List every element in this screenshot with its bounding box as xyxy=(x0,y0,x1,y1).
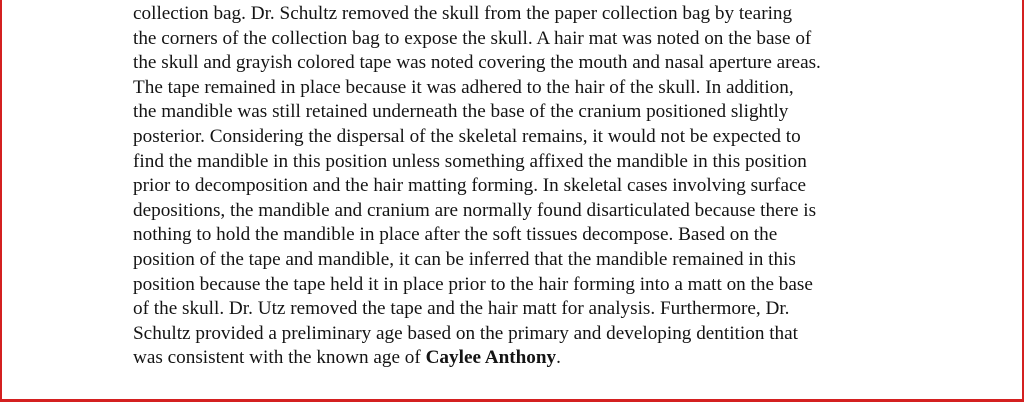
text-line-last xyxy=(133,346,821,371)
text-line: Schultz provided a preliminary age based on the primary and developing dentition that xyxy=(133,322,798,344)
bold-name: Caylee Anthony xyxy=(425,347,557,369)
text-line: of the skull. Dr. Utz removed the tape and the hair matt for analysis. Furthermore, Dr. xyxy=(133,298,790,320)
text-line: nothing to hold the mandible in place after the soft tissues decompose. Based on the xyxy=(133,224,778,246)
text-line: position of the tape and mandible, it can be inferred that the mandible remained in this xyxy=(133,248,796,270)
text-line: The tape remained in place because it was adhered to the hair of the skull. In addition, xyxy=(133,76,794,98)
text-line: depositions, the mandible and cranium are normally found disarticulated because there is xyxy=(133,199,817,221)
text-line: collection bag. Dr. Schultz removed the skull from the paper collection bag by tearing xyxy=(133,3,793,24)
text-line: the corners of the collection bag to expose the skull. A hair mat was noted on the base of xyxy=(133,27,812,49)
last-line-prefix: was consistent with the known age of xyxy=(133,347,426,369)
text-line: posterior. Considering the dispersal of the skeletal remains, it would not be expected to xyxy=(133,125,801,147)
text-line: the skull and grayish colored tape was noted covering the mouth and nasal aperture areas. xyxy=(133,52,821,74)
text-line: prior to decomposition and the hair matting forming. In skeletal cases involving surface xyxy=(133,175,806,197)
text-line: position because the tape held it in place prior to the hair forming into a matt on the base xyxy=(133,273,813,295)
text-line: the mandible was still retained underneath the base of the cranium positioned slightly xyxy=(133,101,789,123)
text-line: find the mandible in this position unless something affixed the mandible in this position xyxy=(133,150,807,172)
document-paragraph xyxy=(133,2,821,371)
last-line-suffix: . xyxy=(556,347,561,369)
